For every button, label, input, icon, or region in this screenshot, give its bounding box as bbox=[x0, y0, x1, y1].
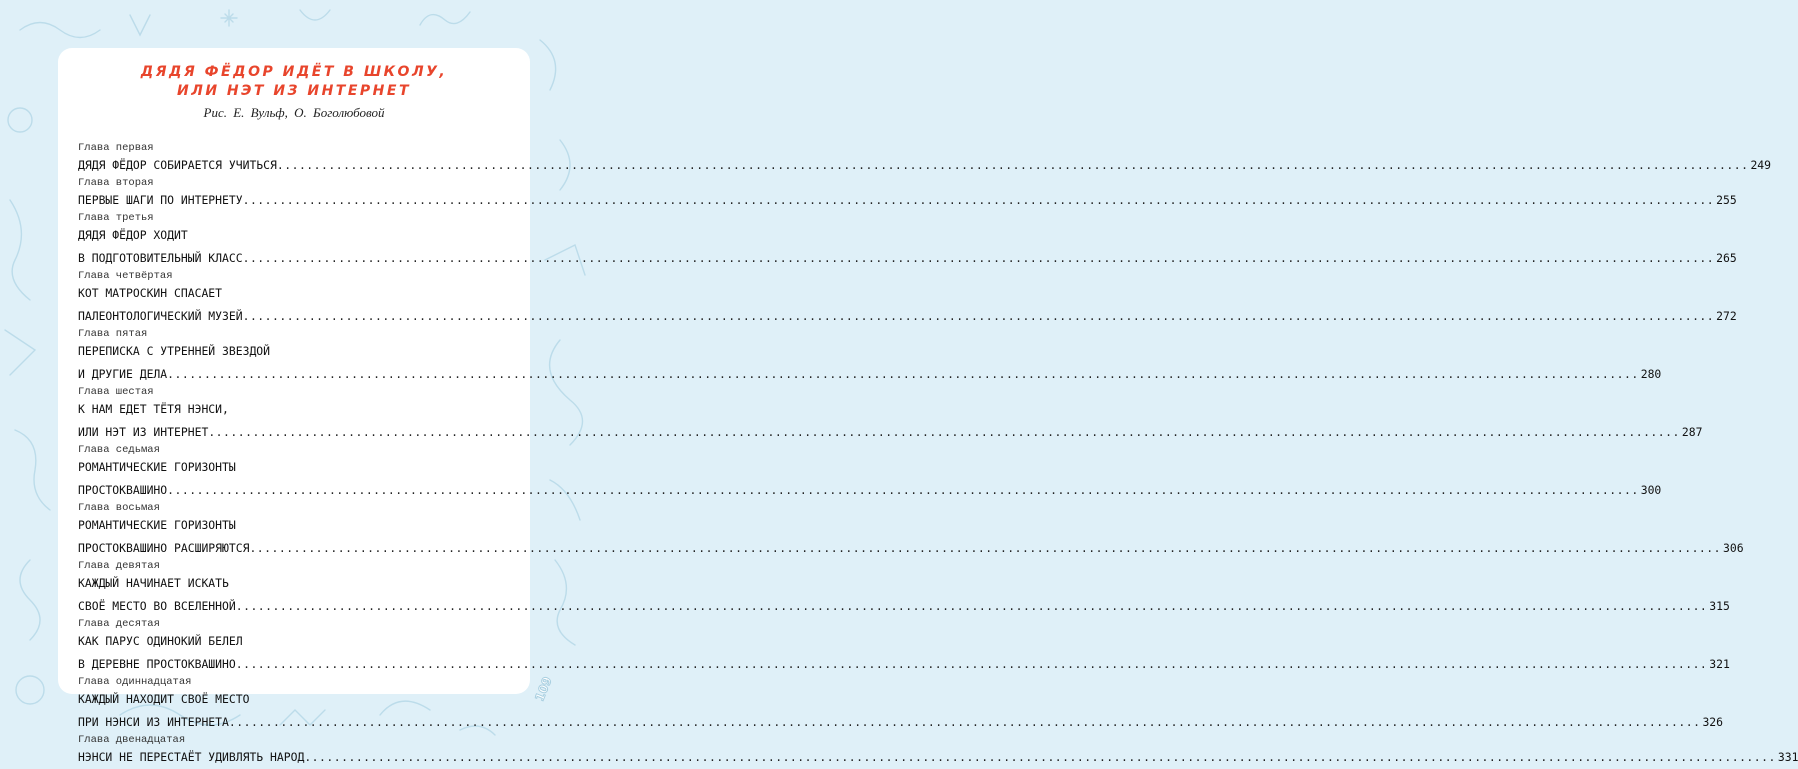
chapter-page-number: 321 bbox=[1709, 657, 1730, 671]
chapter-title-line bbox=[78, 711, 1724, 734]
chapter-title-text: СВОЁ МЕСТО ВО ВСЕЛЕННОЙ bbox=[78, 599, 236, 613]
dot-leader: ........................................................................................................................................................................................................ bbox=[235, 599, 1708, 613]
chapter-title-line bbox=[78, 305, 1737, 328]
chapter-title-text: ПРИ НЭНСИ ИЗ ИНТЕРНЕТА bbox=[78, 715, 229, 729]
chapter-title-line bbox=[78, 688, 490, 711]
chapter-title-text: ДЯДЯ ФЁДОР СОБИРАЕТСЯ УЧИТЬСЯ bbox=[78, 158, 277, 172]
chapter-title-text: К НАМ ЕДЕТ ТЁТЯ НЭНСИ, bbox=[78, 402, 229, 416]
dot-leader: ........................................................................................................................................................................................................ bbox=[276, 158, 1749, 172]
dot-leader: ........................................................................................................................................................................................................ bbox=[242, 309, 1715, 323]
chapter-label: Глава двенадцатая bbox=[78, 734, 186, 746]
chapter-title-text: В ДЕРЕВНЕ ПРОСТОКВАШИНО bbox=[78, 657, 236, 671]
chapter-title-text: ПАЛЕОНТОЛОГИЧЕСКИЙ МУЗЕЙ bbox=[78, 309, 243, 323]
title-line-1: ДЯДЯ ФЁДОР ИДЁТ В ШКОЛУ, bbox=[140, 64, 448, 80]
chapter-page-number: 265 bbox=[1716, 251, 1737, 265]
chapter-page-number: 331 bbox=[1777, 750, 1798, 764]
chapter-title-text: КАЖДЫЙ НАХОДИТ СВОЁ МЕСТО bbox=[78, 692, 250, 706]
chapter-page-number: 300 bbox=[1640, 483, 1662, 497]
dot-leader: ........................................................................................................................................................................................................ bbox=[167, 483, 1639, 497]
chapter-title-line bbox=[78, 595, 1730, 618]
chapter-label: Глава восьмая bbox=[78, 502, 160, 514]
chapter-title-line bbox=[78, 340, 490, 363]
chapter-label: Глава третья bbox=[78, 212, 154, 224]
chapter-title-line bbox=[78, 189, 1737, 212]
chapter-title-text: КОТ МАТРОСКИН СПАСАЕТ bbox=[78, 286, 223, 300]
chapter-title-line bbox=[78, 630, 490, 653]
chapter-label: Глава первая bbox=[78, 142, 154, 154]
chapter-title-line bbox=[78, 572, 490, 595]
chapter-page-number: 249 bbox=[1750, 158, 1772, 172]
chapter-label: Глава девятая bbox=[78, 560, 160, 572]
chapter-title-line bbox=[78, 398, 490, 421]
title-line-2: ИЛИ НЭТ ИЗ ИНТЕРНЕТ bbox=[176, 83, 412, 99]
chapter-page-number: 272 bbox=[1716, 309, 1737, 323]
chapter-title-line bbox=[78, 224, 490, 247]
chapter-title-text: ПЕРЕПИСКА С УТРЕННЕЙ ЗВЕЗДОЙ bbox=[78, 344, 271, 358]
chapter-label: Глава шестая bbox=[78, 386, 154, 398]
chapter-label: Глава седьмая bbox=[78, 444, 160, 456]
chapter-page-number: 326 bbox=[1702, 715, 1724, 729]
dot-leader: ........................................................................................................................................................................................................ bbox=[228, 715, 1701, 729]
chapter-title-text: ПРОСТОКВАШИНО РАСШИРЯЮТСЯ bbox=[78, 541, 250, 555]
chapter-title-text: ДЯДЯ ФЁДОР ХОДИТ bbox=[78, 228, 188, 242]
page-number: 109 bbox=[532, 674, 555, 704]
chapter-title-line bbox=[78, 514, 490, 537]
chapter-title-line bbox=[78, 746, 1798, 769]
dot-leader: ........................................................................................................................................................................................................ bbox=[235, 657, 1708, 671]
dot-leader: ........................................................................................................................................................................................................ bbox=[249, 541, 1722, 555]
chapter-title-text: РОМАНТИЧЕСКИЕ ГОРИЗОНТЫ bbox=[78, 518, 236, 532]
chapter-label: Глава четвёртая bbox=[78, 270, 173, 282]
chapter-label: Глава пятая bbox=[78, 328, 148, 340]
chapter-title-line bbox=[78, 653, 1730, 676]
chapter-title-text: НЭНСИ НЕ ПЕРЕСТАЁТ УДИВЛЯТЬ НАРОД bbox=[78, 750, 305, 764]
chapter-label: Глава одиннадцатая bbox=[78, 676, 192, 688]
chapter-label: Глава десятая bbox=[78, 618, 160, 630]
chapter-title-text: И ДРУГИЕ ДЕЛА bbox=[78, 367, 168, 381]
illustrator-credit: Рис. Е. Вульф, О. Боголюбовой bbox=[203, 105, 385, 120]
chapter-title-text: ПЕРВЫЕ ШАГИ ПО ИНТЕРНЕТУ bbox=[78, 193, 243, 207]
chapter-title-line bbox=[78, 154, 1772, 177]
chapter-title-line bbox=[78, 421, 1703, 444]
dot-leader: ........................................................................................................................................................................................................ bbox=[208, 425, 1680, 439]
chapter-title-text: ПРОСТОКВАШИНО bbox=[78, 483, 168, 497]
chapter-label: Глава вторая bbox=[78, 177, 154, 189]
chapter-title-text: ИЛИ НЭТ ИЗ ИНТЕРНЕТ bbox=[78, 425, 209, 439]
chapter-page-number: 280 bbox=[1640, 367, 1662, 381]
chapter-page-number: 255 bbox=[1716, 193, 1737, 207]
chapter-title-text: КАЖДЫЙ НАЧИНАЕТ ИСКАТЬ bbox=[78, 576, 229, 590]
chapter-title-line bbox=[78, 282, 490, 305]
chapter-title-text: КАК ПАРУС ОДИНОКИЙ БЕЛЕЛ bbox=[78, 634, 243, 648]
dot-leader: ........................................................................................................................................................................................................ bbox=[242, 251, 1715, 265]
chapter-title-text: В ПОДГОТОВИТЕЛЬНЫЙ КЛАСС bbox=[78, 251, 243, 265]
chapter-page-number: 287 bbox=[1681, 425, 1703, 439]
chapter-title-line bbox=[78, 479, 1662, 502]
chapter-title-line bbox=[78, 456, 490, 479]
chapter-title-line bbox=[78, 537, 1744, 560]
dot-leader: ........................................................................................................................................................................................................ bbox=[304, 750, 1776, 764]
dot-leader: ........................................................................................................................................................................................................ bbox=[167, 367, 1639, 381]
chapter-title-line bbox=[78, 247, 1737, 270]
chapter-title-text: РОМАНТИЧЕСКИЕ ГОРИЗОНТЫ bbox=[78, 460, 236, 474]
chapter-page-number: 306 bbox=[1723, 541, 1744, 555]
chapter-page-number: 315 bbox=[1709, 599, 1730, 613]
chapter-title-line bbox=[78, 363, 1662, 386]
dot-leader: ........................................................................................................................................................................................................ bbox=[242, 193, 1715, 207]
